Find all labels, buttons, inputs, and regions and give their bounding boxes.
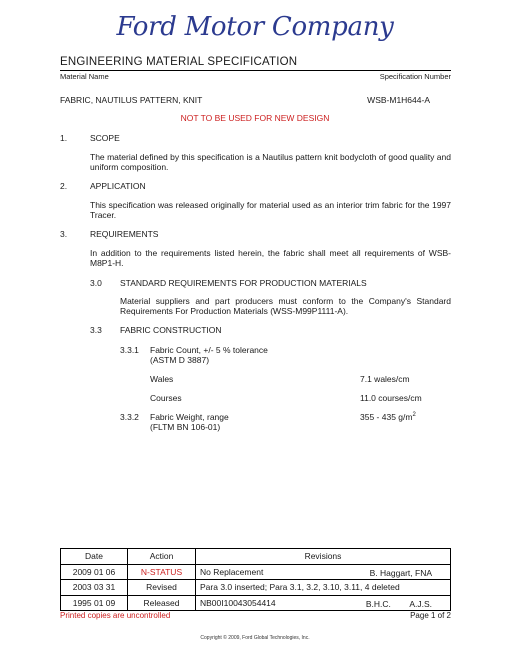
section-number: 3. bbox=[60, 229, 68, 239]
subsection-number: 3.3 bbox=[90, 325, 102, 335]
revision-date: 2003 03 31 bbox=[61, 580, 128, 596]
subsection-number: 3.0 bbox=[90, 278, 102, 288]
column-header-date: Date bbox=[61, 549, 128, 565]
revision-text: No Replacement B. Haggart, FNA bbox=[196, 564, 451, 580]
table-row bbox=[61, 564, 451, 580]
table-row bbox=[61, 595, 451, 611]
standard-text: Material suppliers and part producers must conform to the Company's Standard Requirements For Production Materials (WSS-M99P1111-A). bbox=[120, 296, 451, 316]
wales-label: Wales bbox=[150, 374, 174, 384]
revision-action: N-STATUS bbox=[128, 564, 196, 580]
section-number: 2. bbox=[60, 181, 68, 191]
section-heading-requirements: REQUIREMENTS bbox=[90, 229, 159, 239]
table-row bbox=[61, 580, 451, 596]
revision-date: 2009 01 06 bbox=[61, 564, 128, 580]
fabric-weight-value: 355 - 435 $g/m^2$ bbox=[360, 412, 416, 422]
material-name-label: Material Name bbox=[60, 72, 109, 81]
column-header-revisions: Revisions bbox=[196, 549, 451, 565]
material-name: FABRIC, NAUTILUS PATTERN, KNIT bbox=[60, 95, 203, 105]
section-number: 1. bbox=[60, 133, 68, 143]
document-title: ENGINEERING MATERIAL SPECIFICATION bbox=[60, 56, 298, 68]
revision-author: B.H.C. A.J.S. bbox=[365, 598, 432, 609]
item-number: 3.3.1 bbox=[120, 345, 139, 355]
revision-author: B. Haggart, FNA bbox=[369, 567, 432, 578]
obsolete-warning: NOT TO BE USED FOR NEW DESIGN bbox=[180, 113, 330, 123]
item-number: 3.3.2 bbox=[120, 412, 139, 422]
fabric-weight-method: (FLTM BN 106-01) bbox=[150, 422, 221, 432]
page-number: Page 1 of 2 bbox=[410, 611, 451, 620]
ford-logo: Ford Motor Company bbox=[116, 12, 394, 42]
table-header-row bbox=[61, 549, 451, 565]
section-heading-scope: SCOPE bbox=[90, 133, 120, 143]
copyright-notice: Copyright © 2009, Ford Global Technologies, Inc. bbox=[200, 635, 310, 641]
column-header-action: Action bbox=[128, 549, 196, 565]
scope-text: The material defined by this specification is a Nautilus pattern knit bodycloth of good quality and uniform composition. bbox=[90, 152, 451, 172]
revision-action: Released bbox=[128, 595, 196, 611]
courses-label: Courses bbox=[150, 393, 182, 403]
spec-number-label: Specification Number bbox=[379, 72, 451, 81]
revision-text: Para 3.0 inserted; Para 3.1, 3.2, 3.10, 3.11, 4 deleted bbox=[196, 580, 451, 596]
uncontrolled-notice: Printed copies are uncontrolled bbox=[60, 611, 171, 620]
title-divider bbox=[60, 70, 451, 71]
requirements-text: In addition to the requirements listed herein, the fabric shall meet all requirements of WSB-M8P1-H. bbox=[90, 248, 451, 268]
subsection-heading-standard: STANDARD REQUIREMENTS FOR PRODUCTION MATERIALS bbox=[120, 278, 367, 288]
revision-date: 1995 01 09 bbox=[61, 595, 128, 611]
spec-number: WSB-M1H644-A bbox=[367, 95, 430, 105]
wales-value: 7.1 wales/cm bbox=[360, 374, 410, 384]
application-text: This specification was released originally for material used as an interior trim fabric for the 1997 Tracer. bbox=[90, 200, 451, 220]
section-heading-application: APPLICATION bbox=[90, 181, 146, 191]
fabric-weight-label: Fabric Weight, range bbox=[150, 412, 229, 422]
fabric-count-label: Fabric Count, +/- 5 % tolerance bbox=[150, 345, 268, 355]
fabric-count-method: (ASTM D 3887) bbox=[150, 355, 210, 365]
courses-value: 11.0 courses/cm bbox=[360, 393, 422, 403]
revision-text: NB00I10043054414 B.H.C. A.J.S. bbox=[196, 595, 451, 611]
revision-action: Revised bbox=[128, 580, 196, 596]
revisions-table bbox=[60, 548, 451, 611]
subsection-heading-construction: FABRIC CONSTRUCTION bbox=[120, 325, 222, 335]
